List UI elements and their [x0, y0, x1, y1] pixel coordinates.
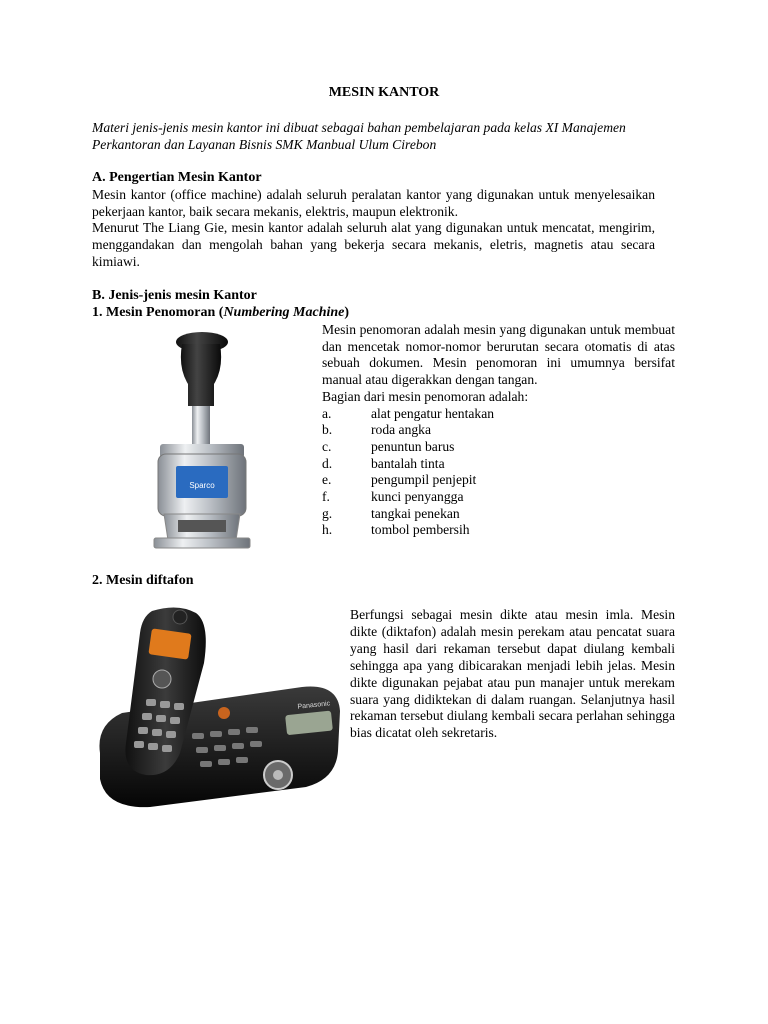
- list-item: [322, 522, 675, 539]
- intro-text: Materi jenis-jenis mesin kantor ini dibuat sebagai bahan pembelajaran pada kelas XI Manajemen Perkantoran dan Layanan Bisnis SMK Manbual Ulum Cirebon: [92, 120, 626, 152]
- parts-list: [322, 406, 675, 540]
- phone-brand-label: Panasonic: [297, 700, 331, 711]
- list-item-value: roda angka: [371, 422, 432, 438]
- list-item: [322, 506, 675, 523]
- section-a-body: [92, 187, 655, 271]
- item-1-heading-suffix: ): [344, 305, 350, 320]
- list-item-key: b.: [322, 422, 333, 438]
- dictaphone-image: [92, 603, 342, 821]
- list-item-key: e.: [322, 472, 332, 488]
- list-item: [322, 439, 675, 456]
- list-item: [322, 489, 675, 506]
- list-item: [322, 406, 675, 423]
- item-2-description: [350, 607, 675, 742]
- list-item: [322, 456, 675, 473]
- section-a-paragraph-1: Mesin kantor (office machine) adalah seluruh peralatan kantor yang digunakan untuk menyelesaikan pekerjaan kantor, baik secara mekanis, elektris, maupun elektronik.: [92, 187, 655, 219]
- list-item-value: penuntun barus: [371, 438, 455, 454]
- list-item-value: tombol pembersih: [371, 522, 470, 538]
- item-1-description: [322, 322, 675, 539]
- item-2-desc-text: Berfungsi sebagai mesin dikte atau mesin imla. Mesin dikte (diktafon) adalah mesin perekam atau pencatat suara yang hasil dari rekaman tersebut dapat diulang kembali sehingga apa yang dibicarakan menjadi lebih jelas. Mesin dikte digunakan pejabat atau pun manajer untuk merekam suara yang didiktekan di dalam ruangan. Selanjutnya hasil rekaman tersebut diulang kembali secara perlahan sehingga bias dicatat oleh sekretaris.: [350, 607, 675, 741]
- item-2-heading: 2. Mesin diftafon: [92, 573, 194, 588]
- section-a-paragraph-2: Menurut The Liang Gie, mesin kantor adalah seluruh alat yang digunakan untuk mencatat, mengirim, menggandakan dan mengolah bahan yang bekerja secara mekanis, eletris, magnetis atau secara kimiawi.: [92, 220, 655, 269]
- list-item-value: alat pengatur hentakan: [371, 405, 495, 421]
- list-item-value: pengumpil penjepit: [371, 472, 477, 488]
- item-1-desc-text: Mesin penomoran adalah mesin yang digunakan untuk membuat dan mencetak nomor-nomor berurutan secara otomatis di atas sebuah dokumen. Mesin penomoran ini umumnya bersifat manual atau digerakkan dengan tangan.: [322, 322, 675, 388]
- list-item-key: d.: [322, 455, 333, 471]
- list-item-value: bantalah tinta: [371, 455, 445, 471]
- item-1-heading: [92, 305, 349, 322]
- page-title: MESIN KANTOR: [328, 85, 440, 100]
- numbering-machine-image: [148, 328, 254, 556]
- machine-brand-label: Sparco: [189, 481, 215, 490]
- list-item-value: tangkai penekan: [371, 505, 460, 521]
- item-1-parts-intro: Bagian dari mesin penomoran adalah:: [322, 388, 529, 404]
- list-item: [322, 472, 675, 489]
- list-item-key: c.: [322, 438, 332, 454]
- list-item-key: a.: [322, 405, 332, 421]
- list-item-key: g.: [322, 505, 333, 521]
- list-item: [322, 422, 675, 439]
- list-item-key: f.: [322, 489, 330, 505]
- item-1-heading-prefix: 1. Mesin Penomoran (: [92, 305, 224, 320]
- item-1-heading-italic: Numbering Machine: [223, 305, 345, 320]
- list-item-value: kunci penyangga: [371, 489, 464, 505]
- section-b-heading: B. Jenis-jenis mesin Kantor: [92, 288, 257, 303]
- section-a-heading: A. Pengertian Mesin Kantor: [92, 170, 262, 185]
- list-item-key: h.: [322, 522, 333, 538]
